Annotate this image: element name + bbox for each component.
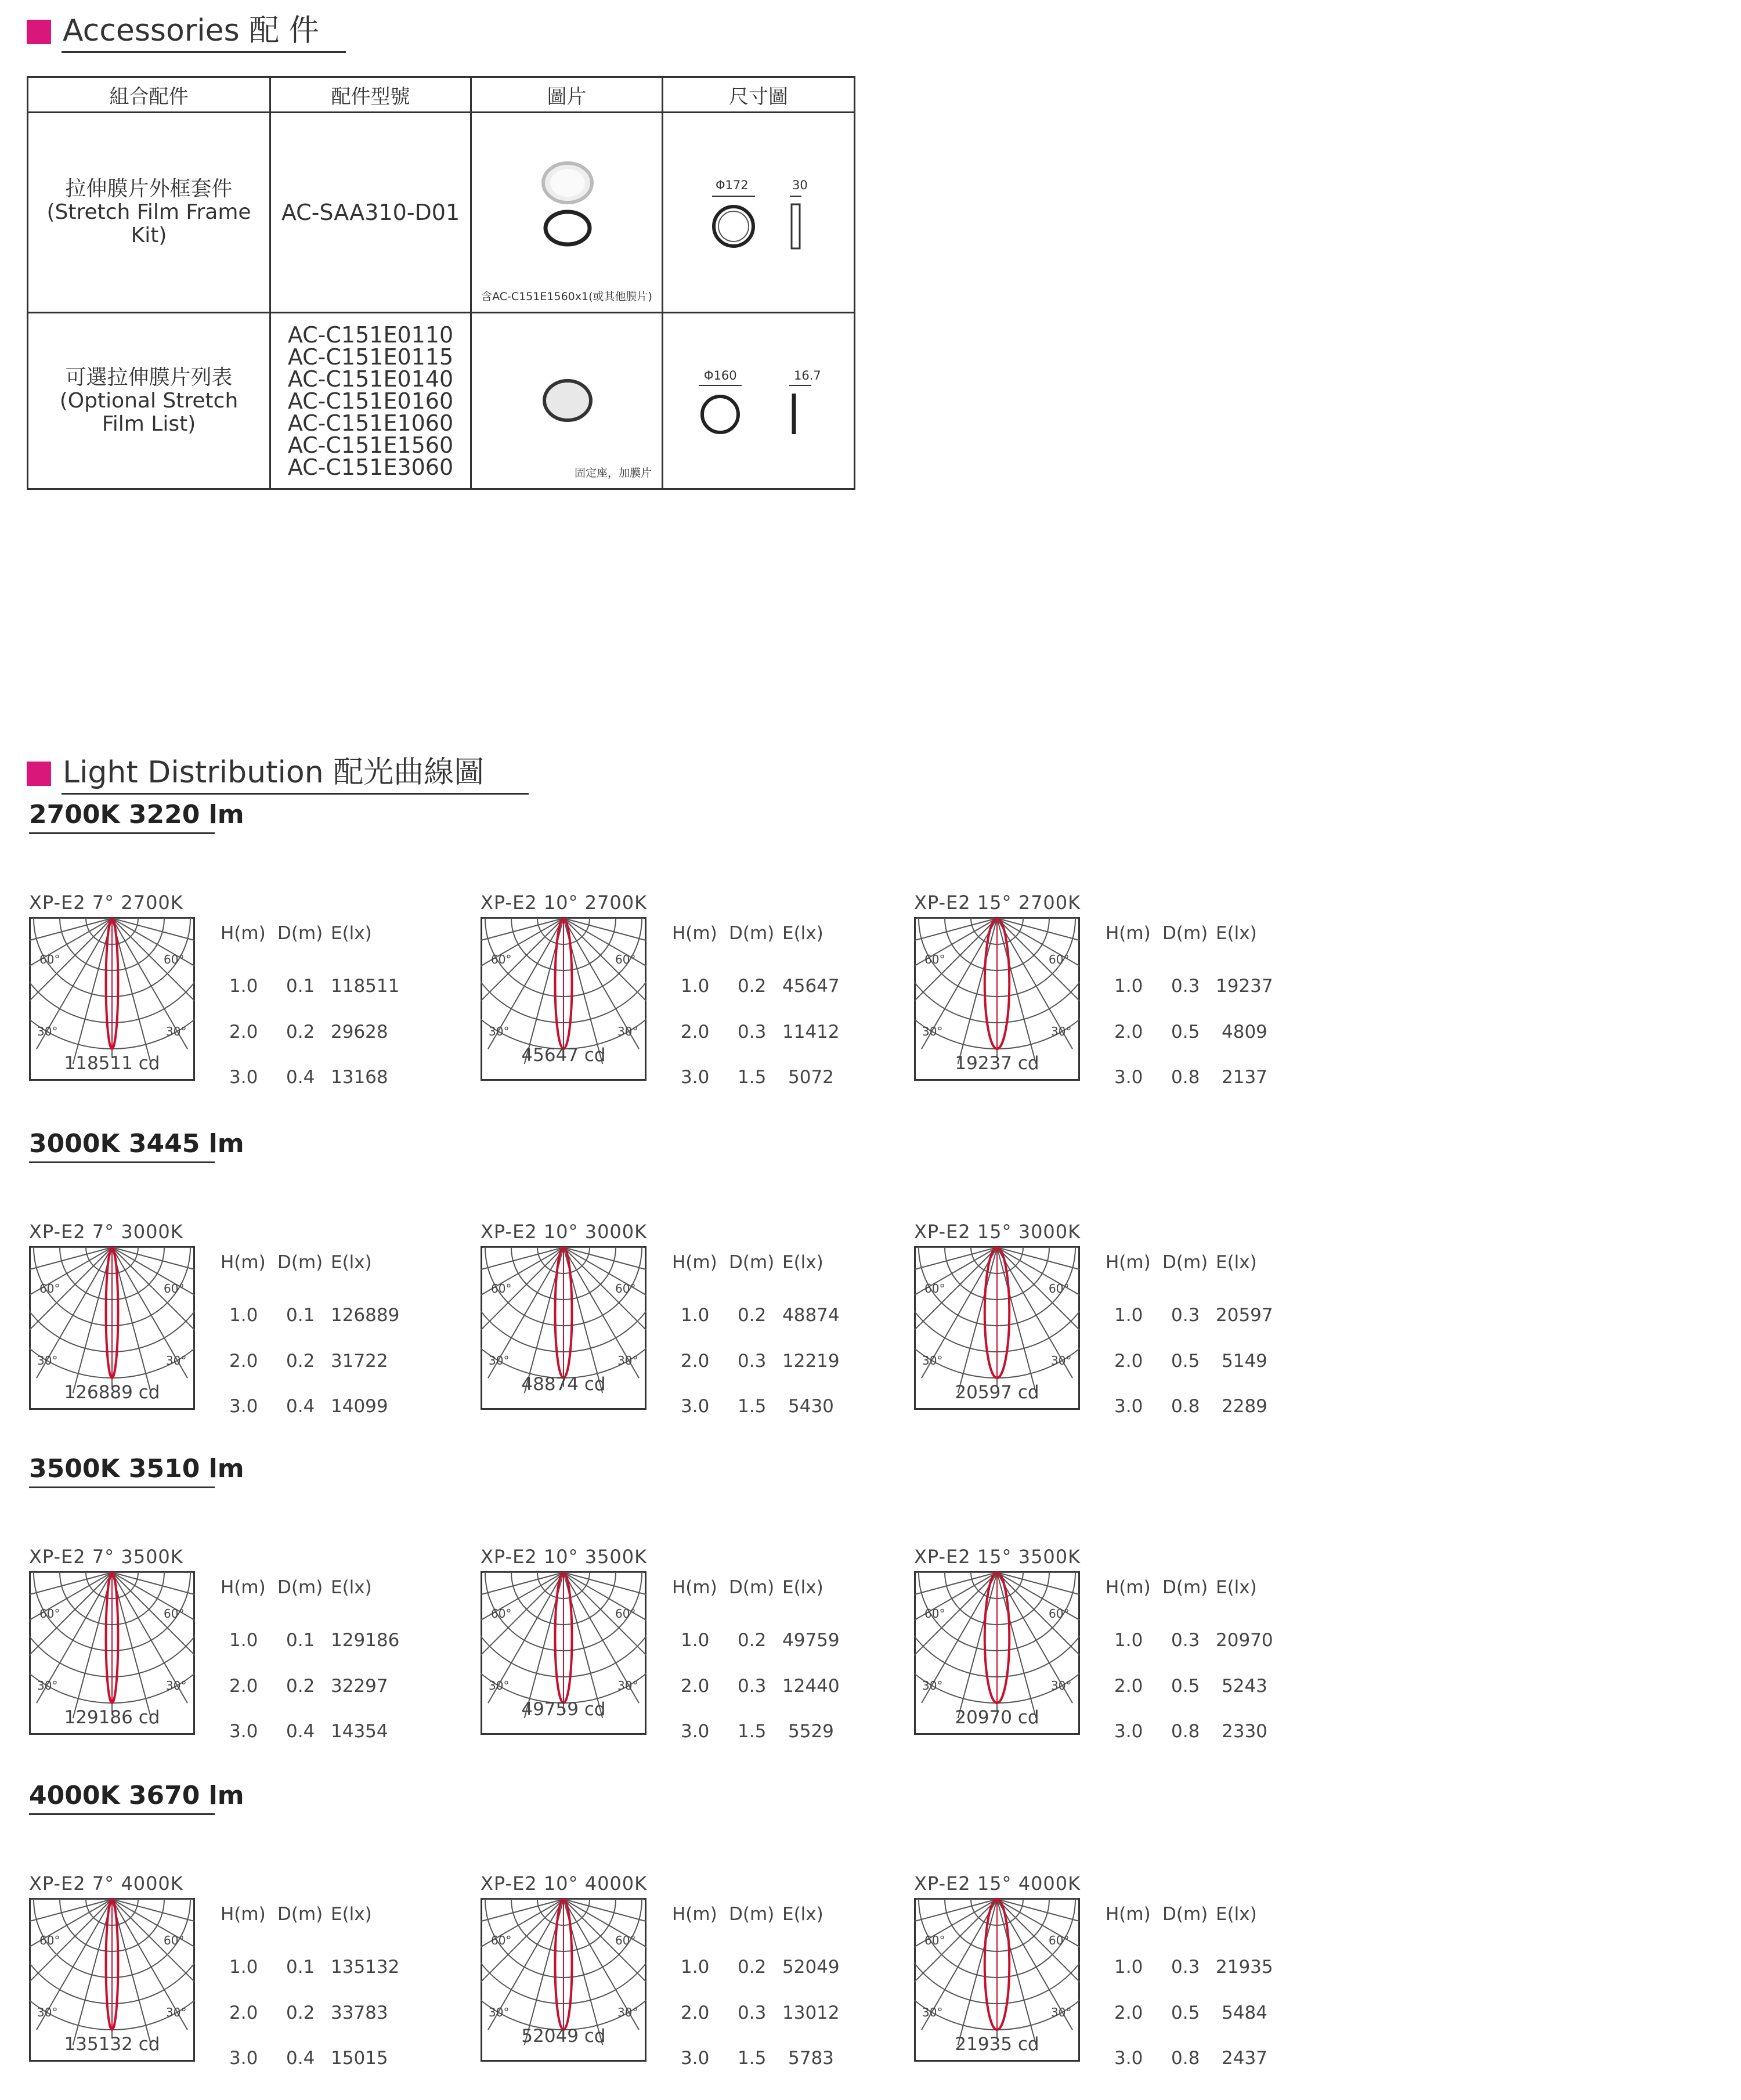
illuminance-table-header: D(m) — [1162, 1577, 1208, 1598]
illuminance-table-header: E(lx) — [331, 1904, 372, 1925]
diagram-label: XP-E2 15° 4000K — [914, 1872, 1081, 1895]
illuminance-table-cell: 0.4 — [286, 1396, 315, 1417]
section-marker — [27, 762, 51, 786]
group-title-underline — [29, 1813, 215, 1815]
illuminance-table-cell: 0.1 — [286, 1957, 315, 1978]
illuminance-table-cell: 0.4 — [286, 1721, 315, 1742]
col-header-dimension: 尺寸圖 — [663, 77, 855, 113]
illuminance-table-header: D(m) — [1162, 1252, 1208, 1273]
illuminance-table-cell: 0.3 — [738, 2002, 767, 2023]
illuminance-table-header: H(m) — [1106, 1904, 1151, 1925]
illuminance-table-cell: 20970 — [1216, 1630, 1273, 1651]
illuminance-table-header: D(m) — [277, 923, 323, 944]
angle-label: 60° — [491, 1933, 512, 1947]
illuminance-table-cell: 0.2 — [286, 2002, 315, 2023]
illuminance-table-cell: 1.0 — [1114, 976, 1143, 997]
illuminance-table-cell: 49759 — [782, 1630, 840, 1651]
illuminance-table-header: D(m) — [277, 1252, 323, 1273]
light-distribution-diagram — [914, 1221, 1367, 1430]
illuminance-table-cell: 2330 — [1222, 1721, 1267, 1742]
diagram-label: XP-E2 7° 2700K — [29, 892, 183, 914]
kit-name-en: (Stretch Film Frame Kit) — [46, 200, 251, 247]
image-note: 固定座，加膜片 — [574, 467, 652, 479]
illuminance-table-cell: 135132 — [331, 1957, 400, 1978]
light-distribution-diagram — [481, 1546, 933, 1755]
frame-kit-image — [536, 160, 599, 252]
illuminance-table-cell: 1.5 — [738, 1067, 767, 1088]
illuminance-table-header: D(m) — [729, 1904, 775, 1925]
peak-intensity-label: 126889 cd — [64, 1382, 160, 1403]
illuminance-table-cell: 5783 — [788, 2048, 834, 2069]
illuminance-table-cell: 2.0 — [681, 2002, 710, 2023]
angle-label: 30° — [166, 1024, 187, 1038]
angle-label: 60° — [1049, 1607, 1070, 1621]
film-list-name-en: (Optional Stretch — [59, 388, 239, 413]
illuminance-table-cell: 0.1 — [286, 1305, 315, 1326]
illuminance-table-header: E(lx) — [331, 923, 372, 944]
illuminance-table-cell: 0.3 — [1171, 1957, 1200, 1978]
peak-intensity-label: 19237 cd — [955, 1053, 1039, 1074]
height-label: 16.7 — [794, 369, 821, 383]
light-distribution-diagram — [29, 892, 482, 1100]
film-image — [539, 374, 597, 427]
illuminance-table-cell: 0.5 — [1171, 1676, 1200, 1697]
illuminance-table-header: E(lx) — [331, 1252, 372, 1273]
peak-intensity-label: 118511 cd — [64, 1053, 160, 1074]
illuminance-table-header: E(lx) — [782, 1904, 823, 1925]
illuminance-table-cell: 129186 — [331, 1630, 400, 1651]
illuminance-table-cell: 2.0 — [1114, 1676, 1143, 1697]
angle-label: 60° — [39, 1607, 60, 1621]
illuminance-table-cell: 2137 — [1222, 1067, 1267, 1088]
dimension-cell — [663, 313, 855, 489]
illuminance-table-header: E(lx) — [782, 1577, 823, 1598]
illuminance-table-cell: 3.0 — [229, 2048, 258, 2069]
angle-label: 30° — [37, 2005, 58, 2019]
model-cell — [270, 113, 471, 313]
col-header-model: 配件型號 — [270, 77, 471, 113]
film-list-name-zh: 可選拉伸膜片列表 — [65, 365, 233, 389]
diagram-label: XP-E2 10° 3000K — [481, 1221, 648, 1243]
angle-label: 30° — [37, 1679, 58, 1693]
illuminance-table-header: E(lx) — [1216, 1904, 1257, 1925]
angle-label: 60° — [164, 1607, 185, 1621]
angle-label: 60° — [491, 952, 512, 966]
angle-label: 30° — [617, 1679, 638, 1693]
illuminance-table-cell: 2.0 — [1114, 1022, 1143, 1042]
light-distribution-diagram — [481, 892, 933, 1100]
angle-label: 30° — [922, 1679, 943, 1693]
section-marker — [27, 20, 51, 44]
illuminance-table-header: D(m) — [277, 1904, 323, 1925]
illuminance-table-cell: 3.0 — [681, 1067, 710, 1088]
illuminance-table-cell: 1.0 — [681, 1957, 710, 1978]
model-number: AC-C151E0115 — [287, 344, 454, 370]
kit-name-zh: 拉伸膜片外框套件 — [65, 177, 233, 201]
illuminance-table-cell: 1.5 — [738, 2048, 767, 2069]
illuminance-table-cell: 0.3 — [1171, 1305, 1200, 1326]
group-title — [29, 800, 244, 835]
angle-label: 30° — [489, 1354, 510, 1367]
illuminance-table-cell: 1.5 — [738, 1721, 767, 1742]
illuminance-table-cell: 21935 — [1216, 1957, 1273, 1978]
illuminance-table-cell: 4809 — [1222, 1022, 1267, 1042]
group-title-underline — [29, 1486, 215, 1488]
illuminance-table-cell: 1.0 — [229, 1630, 258, 1651]
angle-label: 60° — [615, 952, 636, 966]
illuminance-table-cell: 2.0 — [1114, 1351, 1143, 1372]
diagram-label: XP-E2 15° 3500K — [914, 1546, 1081, 1568]
illuminance-table-cell: 0.8 — [1171, 1721, 1200, 1742]
angle-label: 30° — [489, 1024, 510, 1038]
image-cell — [471, 113, 663, 313]
illuminance-table-cell: 0.1 — [286, 976, 315, 997]
angle-label: 30° — [489, 1679, 510, 1693]
angle-label: 30° — [1051, 1024, 1072, 1038]
angle-label: 60° — [615, 1933, 636, 1947]
illuminance-table-cell: 14354 — [331, 1721, 388, 1742]
illuminance-table-cell: 0.3 — [1171, 976, 1200, 997]
angle-label: 60° — [39, 952, 60, 966]
group-title-text: 4000K 3670 lm — [29, 1781, 244, 1810]
angle-label: 60° — [924, 1607, 945, 1621]
illuminance-table-header: E(lx) — [331, 1577, 372, 1598]
model-number: AC-C151E0110 — [287, 322, 454, 348]
group-title-underline — [29, 1161, 215, 1163]
illuminance-table-cell: 2.0 — [229, 1676, 258, 1697]
peak-intensity-label: 21935 cd — [955, 2034, 1039, 2055]
angle-label: 30° — [166, 1354, 187, 1367]
angle-label: 30° — [37, 1024, 58, 1038]
diagram-label: XP-E2 10° 2700K — [481, 892, 648, 914]
illuminance-table-header: D(m) — [277, 1577, 323, 1598]
illuminance-table-header: E(lx) — [782, 923, 823, 944]
illuminance-table-cell: 118511 — [331, 976, 400, 997]
light-distribution-diagram — [29, 1546, 482, 1755]
angle-label: 30° — [166, 2005, 187, 2019]
illuminance-table-cell: 3.0 — [229, 1067, 258, 1088]
illuminance-table-cell: 2437 — [1222, 2048, 1267, 2069]
illuminance-table-cell: 13168 — [331, 1067, 388, 1088]
illuminance-table-cell: 3.0 — [681, 1721, 710, 1742]
angle-label: 60° — [615, 1282, 636, 1296]
diagram-label: XP-E2 7° 4000K — [29, 1872, 183, 1895]
angle-label: 60° — [924, 952, 945, 966]
illuminance-table-cell: 0.2 — [738, 1630, 767, 1651]
height-label: 30 — [792, 178, 808, 192]
angle-label: 30° — [489, 2005, 510, 2019]
illuminance-table-header: H(m) — [672, 1904, 717, 1925]
peak-intensity-label: 48874 cd — [521, 1374, 606, 1395]
illuminance-table-header: D(m) — [1162, 923, 1208, 944]
illuminance-table-cell: 0.5 — [1171, 1351, 1200, 1372]
group-title — [29, 1781, 244, 1816]
illuminance-table-cell: 0.3 — [738, 1676, 767, 1697]
light-distribution-diagram — [29, 1872, 482, 2081]
peak-intensity-label: 52049 cd — [521, 2026, 606, 2047]
illuminance-table-cell: 0.2 — [738, 976, 767, 997]
col-header-image: 圖片 — [471, 77, 663, 113]
illuminance-table-cell: 0.1 — [286, 1630, 315, 1651]
accessories-table — [27, 76, 855, 490]
title-underline — [62, 51, 346, 53]
group-title-text: 3000K 3445 lm — [29, 1129, 244, 1159]
illuminance-table-header: H(m) — [1106, 1577, 1151, 1598]
light-distribution-diagram — [914, 1546, 1367, 1755]
angle-label: 30° — [166, 1679, 187, 1693]
illuminance-table-cell: 32297 — [331, 1676, 388, 1697]
model-number: AC-C151E3060 — [287, 454, 454, 480]
angle-label: 60° — [39, 1282, 60, 1296]
illuminance-table-cell: 0.4 — [286, 1067, 315, 1088]
dimension-cell — [663, 113, 855, 313]
illuminance-table-cell: 3.0 — [229, 1721, 258, 1742]
illuminance-table-cell: 48874 — [782, 1305, 840, 1326]
illuminance-table-cell: 0.8 — [1171, 1067, 1200, 1088]
illuminance-table-cell: 1.0 — [681, 1630, 710, 1651]
diagram-label: XP-E2 15° 3000K — [914, 1221, 1081, 1243]
illuminance-table-header: H(m) — [672, 923, 717, 944]
angle-label: 30° — [617, 2005, 638, 2019]
kit-name-cell — [28, 113, 270, 313]
angle-label: 30° — [1051, 1354, 1072, 1367]
illuminance-table-cell: 13012 — [782, 2002, 840, 2023]
angle-label: 60° — [491, 1607, 512, 1621]
illuminance-table-header: H(m) — [1106, 1252, 1151, 1273]
title-underline — [62, 793, 529, 795]
table-row — [28, 113, 855, 313]
illuminance-table-cell: 1.0 — [229, 1305, 258, 1326]
model-number: AC-C151E1560 — [287, 432, 454, 458]
illuminance-table-cell: 5149 — [1222, 1351, 1267, 1372]
illuminance-table-cell: 2.0 — [1114, 2002, 1143, 2023]
angle-label: 60° — [1049, 1282, 1070, 1296]
angle-label: 30° — [1051, 1679, 1072, 1693]
illuminance-table-cell: 0.5 — [1171, 1022, 1200, 1042]
illuminance-table-header: E(lx) — [1216, 923, 1257, 944]
group-title — [29, 1454, 244, 1489]
diameter-label: Φ160 — [704, 369, 737, 383]
illuminance-table-cell: 2.0 — [681, 1351, 710, 1372]
illuminance-table-cell: 0.2 — [286, 1022, 315, 1042]
illuminance-table-cell: 11412 — [782, 1022, 840, 1042]
angle-label: 60° — [1049, 1933, 1070, 1947]
light-distribution-diagram — [481, 1221, 933, 1430]
illuminance-table-cell: 1.0 — [229, 976, 258, 997]
illuminance-table-cell: 126889 — [331, 1305, 400, 1326]
illuminance-table-cell: 3.0 — [1114, 2048, 1143, 2069]
peak-intensity-label: 135132 cd — [64, 2034, 160, 2055]
illuminance-table-cell: 5072 — [788, 1067, 834, 1088]
angle-label: 30° — [37, 1354, 58, 1367]
peak-intensity-label: 20597 cd — [955, 1382, 1039, 1403]
illuminance-table-cell: 1.0 — [1114, 1630, 1143, 1651]
illuminance-table-cell: 29628 — [331, 1022, 388, 1042]
illuminance-table-header: D(m) — [729, 1577, 775, 1598]
model-number: AC-C151E1060 — [287, 410, 454, 436]
diameter-label: Φ172 — [716, 178, 749, 192]
peak-intensity-label: 20970 cd — [955, 1707, 1039, 1728]
group-title-text: 2700K 3220 lm — [29, 800, 244, 829]
peak-intensity-label: 129186 cd — [64, 1707, 160, 1728]
illuminance-table-cell: 33783 — [331, 2002, 388, 2023]
model-number: AC-SAA310-D01 — [281, 200, 460, 225]
light-distribution-diagram — [29, 1221, 482, 1430]
film-dimension-drawing — [695, 382, 823, 440]
table-header-row — [28, 77, 855, 113]
illuminance-table-cell: 0.2 — [738, 1957, 767, 1978]
illuminance-table-cell: 5243 — [1222, 1676, 1267, 1697]
illuminance-table-cell: 3.0 — [1114, 1067, 1143, 1088]
illuminance-table-cell: 0.2 — [286, 1351, 315, 1372]
illuminance-table-header: H(m) — [1106, 923, 1151, 944]
illuminance-table-cell: 0.3 — [1171, 1630, 1200, 1651]
illuminance-table-cell: 1.5 — [738, 1396, 767, 1417]
illuminance-table-cell: 2289 — [1222, 1396, 1267, 1417]
diagram-label: XP-E2 7° 3500K — [29, 1546, 183, 1568]
illuminance-table-cell: 2.0 — [681, 1676, 710, 1697]
illuminance-table-cell: 5430 — [788, 1396, 834, 1417]
angle-label: 60° — [164, 1282, 185, 1296]
peak-intensity-label: 45647 cd — [521, 1045, 606, 1066]
angle-label: 60° — [164, 1933, 185, 1947]
angle-label: 60° — [924, 1933, 945, 1947]
group-title — [29, 1129, 244, 1164]
light-distribution-diagram — [481, 1872, 933, 2081]
illuminance-table-cell: 1.0 — [681, 976, 710, 997]
angle-label: 60° — [491, 1282, 512, 1296]
illuminance-table-cell: 31722 — [331, 1351, 388, 1372]
illuminance-table-cell: 45647 — [782, 976, 840, 997]
illuminance-table-cell: 19237 — [1216, 976, 1273, 997]
model-number: AC-C151E0160 — [287, 388, 454, 414]
illuminance-table-cell: 2.0 — [229, 1351, 258, 1372]
col-header-kit: 組合配件 — [28, 77, 270, 113]
illuminance-table-header: H(m) — [221, 1577, 266, 1598]
illuminance-table-cell: 0.2 — [286, 1676, 315, 1697]
illuminance-table-header: E(lx) — [1216, 1252, 1257, 1273]
illuminance-table-cell: 0.2 — [738, 1305, 767, 1326]
diagram-label: XP-E2 10° 4000K — [481, 1872, 648, 1895]
illuminance-table-cell: 2.0 — [681, 1022, 710, 1042]
peak-intensity-label: 49759 cd — [521, 1699, 606, 1720]
illuminance-table-cell: 52049 — [782, 1957, 840, 1978]
illuminance-table-header: D(m) — [729, 1252, 775, 1273]
light-distribution-diagram — [914, 1872, 1367, 2081]
illuminance-table-header: H(m) — [221, 1904, 266, 1925]
illuminance-table-cell: 14099 — [331, 1396, 388, 1417]
illuminance-table-header: E(lx) — [1216, 1577, 1257, 1598]
illuminance-table-header: H(m) — [672, 1577, 717, 1598]
illuminance-table-cell: 1.0 — [681, 1305, 710, 1326]
model-number: AC-C151E0140 — [287, 366, 454, 392]
illuminance-table-cell: 3.0 — [1114, 1396, 1143, 1417]
light-distribution-title: Light Distribution 配光曲線圖 — [63, 755, 485, 790]
angle-label: 60° — [39, 1933, 60, 1947]
illuminance-table-cell: 15015 — [331, 2048, 388, 2069]
angle-label: 30° — [922, 1024, 943, 1038]
illuminance-table-cell: 2.0 — [229, 2002, 258, 2023]
illuminance-table-cell: 0.3 — [738, 1022, 767, 1042]
diagram-label: XP-E2 10° 3500K — [481, 1546, 648, 1568]
angle-label: 60° — [1049, 952, 1070, 966]
illuminance-table-cell: 12440 — [782, 1676, 840, 1697]
film-list-name-en-2: Film List) — [102, 412, 196, 436]
illuminance-table-cell: 2.0 — [229, 1022, 258, 1042]
accessories-title: Accessories 配 件 — [63, 13, 319, 48]
illuminance-table-cell: 0.8 — [1171, 1396, 1200, 1417]
model-list-cell — [270, 313, 471, 489]
illuminance-table-cell: 0.4 — [286, 2048, 315, 2069]
angle-label: 30° — [922, 2005, 943, 2019]
angle-label: 30° — [617, 1024, 638, 1038]
group-title-underline — [29, 832, 215, 834]
angle-label: 30° — [617, 1354, 638, 1367]
illuminance-table-cell: 3.0 — [229, 1396, 258, 1417]
group-title-text: 3500K 3510 lm — [29, 1454, 244, 1484]
illuminance-table-cell: 20597 — [1216, 1305, 1273, 1326]
illuminance-table-cell: 3.0 — [1114, 1721, 1143, 1742]
illuminance-table-header: H(m) — [221, 923, 266, 944]
illuminance-table-cell: 5529 — [788, 1721, 834, 1742]
angle-label: 60° — [924, 1282, 945, 1296]
frame-dimension-drawing — [704, 192, 820, 255]
illuminance-table-header: H(m) — [672, 1252, 717, 1273]
illuminance-table-header: H(m) — [221, 1252, 266, 1273]
illuminance-table-cell: 0.8 — [1171, 2048, 1200, 2069]
angle-label: 30° — [1051, 2005, 1072, 2019]
illuminance-table-cell: 1.0 — [229, 1957, 258, 1978]
diagram-label: XP-E2 15° 2700K — [914, 892, 1081, 914]
image-cell — [471, 313, 663, 489]
illuminance-table-header: D(m) — [1162, 1904, 1208, 1925]
diagram-label: XP-E2 7° 3000K — [29, 1221, 183, 1243]
angle-label: 30° — [922, 1354, 943, 1367]
illuminance-table-header: E(lx) — [782, 1252, 823, 1273]
illuminance-table-cell: 3.0 — [681, 1396, 710, 1417]
angle-label: 60° — [164, 952, 185, 966]
film-list-name-cell — [28, 313, 270, 489]
illuminance-table-cell: 5484 — [1222, 2002, 1267, 2023]
illuminance-table-cell: 0.3 — [738, 1351, 767, 1372]
illuminance-table-cell: 12219 — [782, 1351, 840, 1372]
table-row — [28, 313, 855, 489]
illuminance-table-cell: 3.0 — [681, 2048, 710, 2069]
illuminance-table-cell: 1.0 — [1114, 1305, 1143, 1326]
light-distribution-diagram — [914, 892, 1367, 1100]
image-note: 含AC-C151E1560x1(或其他膜片) — [481, 290, 652, 303]
illuminance-table-cell: 1.0 — [1114, 1957, 1143, 1978]
angle-label: 60° — [615, 1607, 636, 1621]
illuminance-table-cell: 0.5 — [1171, 2002, 1200, 2023]
illuminance-table-header: D(m) — [729, 923, 775, 944]
